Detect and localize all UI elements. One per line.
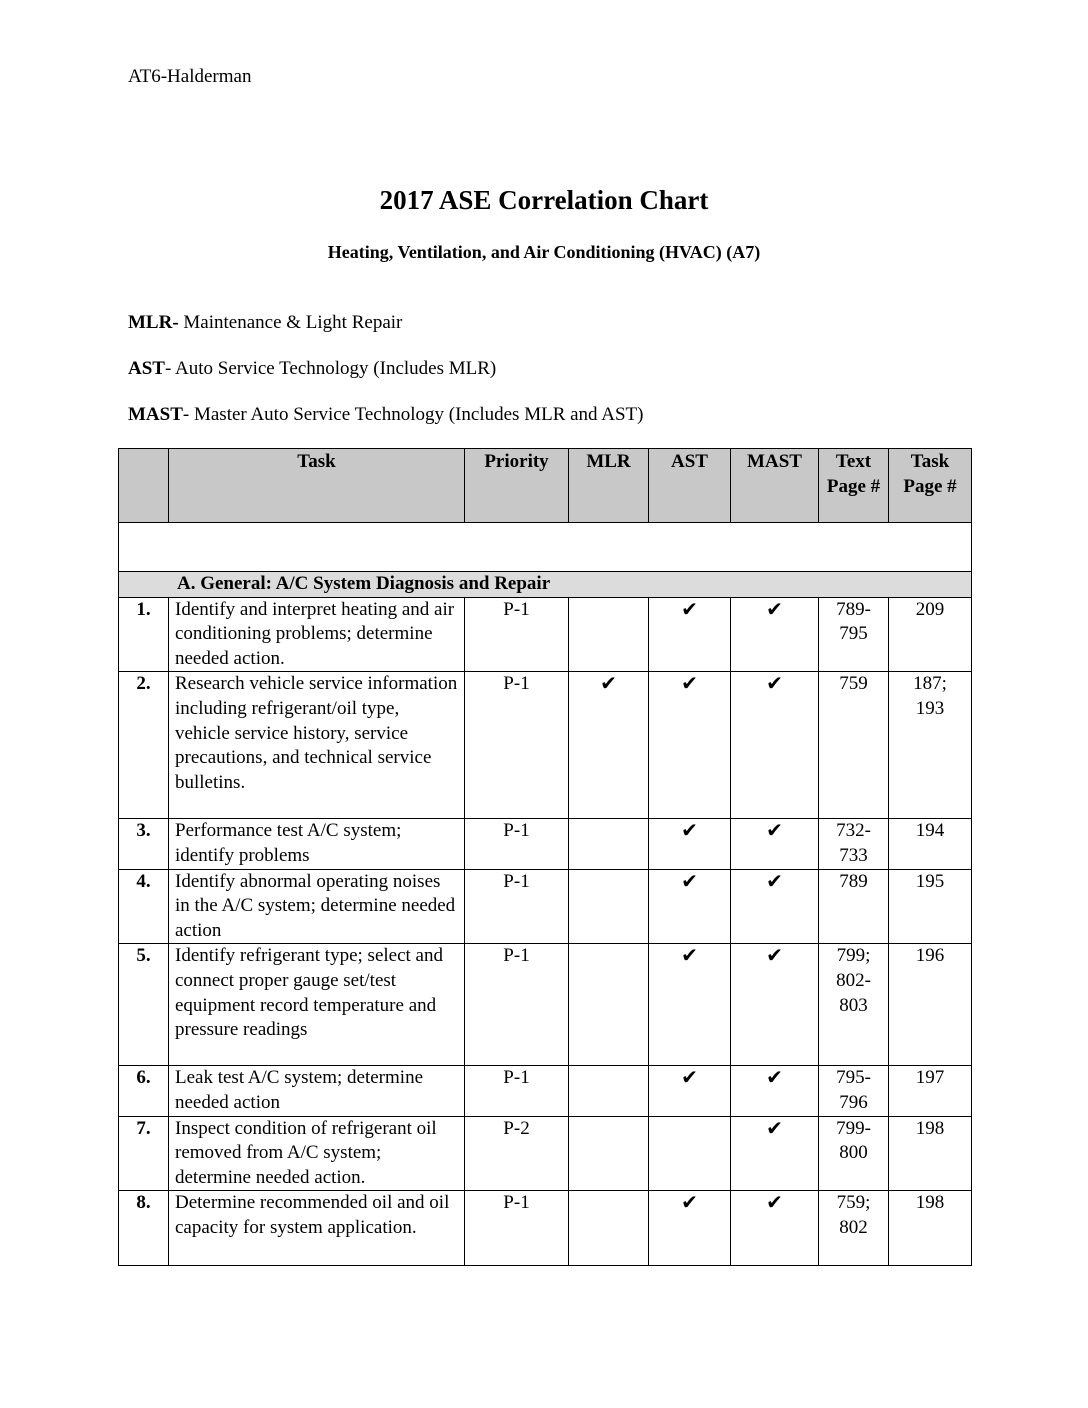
task-number: 4. — [119, 869, 169, 944]
legend-ast — [128, 358, 496, 380]
table-row — [119, 1191, 972, 1266]
document-subtitle: Heating, Ventilation, and Air Conditioning (HVAC) (A7) — [327, 242, 761, 262]
mast-check: ✔ — [731, 1116, 819, 1191]
task-number: 7. — [119, 1116, 169, 1191]
mlr-check — [569, 819, 649, 869]
task-description: Identify and interpret heating and air conditioning problems; determine needed action. — [169, 597, 465, 672]
task-number: 3. — [119, 819, 169, 869]
col-header-text-page: Text Page # — [819, 449, 889, 523]
ast-check: ✔ — [649, 819, 731, 869]
mast-check: ✔ — [731, 944, 819, 1066]
task-number: 5. — [119, 944, 169, 1066]
table-row — [119, 819, 972, 869]
mast-check: ✔ — [731, 1066, 819, 1116]
mast-check: ✔ — [731, 1191, 819, 1266]
col-header-ast: AST — [649, 449, 731, 523]
priority-cell: P-2 — [465, 1116, 569, 1191]
task-description: Inspect condition of refrigerant oil removed from A/C system; determine needed action. — [169, 1116, 465, 1191]
section-title: A. General: A/C System Diagnosis and Repair — [119, 572, 972, 598]
ast-check: ✔ — [649, 672, 731, 819]
col-header-task: Task — [169, 449, 465, 523]
col-header-number — [119, 449, 169, 523]
task-number: 1. — [119, 597, 169, 672]
table-row — [119, 869, 972, 944]
task-description: Research vehicle service information including refrigerant/oil type, vehicle service history, service precautions, and technical service bulletins. — [169, 672, 465, 819]
priority-cell: P-1 — [465, 869, 569, 944]
mast-check: ✔ — [731, 672, 819, 819]
priority-cell: P-1 — [465, 1191, 569, 1266]
text-page-cell: 759 — [819, 672, 889, 819]
task-number: 8. — [119, 1191, 169, 1266]
table-row — [119, 672, 972, 819]
task-page-cell: 187; 193 — [889, 672, 972, 819]
ast-check: ✔ — [649, 597, 731, 672]
table-row — [119, 944, 972, 1066]
col-header-task-page: Task Page # — [889, 449, 972, 523]
mast-check: ✔ — [731, 597, 819, 672]
task-page-cell: 194 — [889, 819, 972, 869]
col-header-mast: MAST — [731, 449, 819, 523]
mlr-check: ✔ — [569, 672, 649, 819]
text-page-cell: 759; 802 — [819, 1191, 889, 1266]
legend-text: - Auto Service Technology (Includes MLR) — [164, 358, 497, 379]
priority-cell: P-1 — [465, 597, 569, 672]
task-page-cell: 198 — [889, 1191, 972, 1266]
priority-cell: P-1 — [465, 1066, 569, 1116]
legend-text: - Master Auto Service Technology (Includes MLR and AST) — [182, 404, 644, 425]
priority-cell: P-1 — [465, 944, 569, 1066]
task-description: Performance test A/C system; identify problems — [169, 819, 465, 869]
legend-mast — [128, 404, 643, 426]
legend-abbr: MLR- — [128, 312, 179, 333]
mlr-check — [569, 1116, 649, 1191]
text-page-cell: 732-733 — [819, 819, 889, 869]
ast-check: ✔ — [649, 944, 731, 1066]
table-row — [119, 597, 972, 672]
text-page-cell: 799-800 — [819, 1116, 889, 1191]
mlr-check — [569, 944, 649, 1066]
task-number: 2. — [119, 672, 169, 819]
priority-cell: P-1 — [465, 672, 569, 819]
text-page-cell: 789-795 — [819, 597, 889, 672]
priority-cell: P-1 — [465, 819, 569, 869]
text-page-cell: 799; 802-803 — [819, 944, 889, 1066]
legend-mlr — [128, 312, 402, 334]
blank-row — [119, 523, 972, 572]
task-page-cell: 196 — [889, 944, 972, 1066]
correlation-table — [118, 448, 972, 1266]
task-description: Identify refrigerant type; select and connect proper gauge set/test equipment record temperature and pressure readings — [169, 944, 465, 1066]
col-header-mlr: MLR — [569, 449, 649, 523]
text-page-cell: 795-796 — [819, 1066, 889, 1116]
mlr-check — [569, 597, 649, 672]
task-description: Identify abnormal operating noises in the A/C system; determine needed action — [169, 869, 465, 944]
table-row — [119, 1066, 972, 1116]
ast-check: ✔ — [649, 1191, 731, 1266]
mlr-check — [569, 1066, 649, 1116]
task-page-cell: 197 — [889, 1066, 972, 1116]
legend-abbr: AST — [128, 358, 165, 379]
task-page-cell: 195 — [889, 869, 972, 944]
mlr-check — [569, 1191, 649, 1266]
task-page-cell: 209 — [889, 597, 972, 672]
legend-text: Maintenance & Light Repair — [178, 312, 403, 333]
table-header-row — [119, 449, 972, 523]
col-header-priority: Priority — [465, 449, 569, 523]
task-description: Leak test A/C system; determine needed action — [169, 1066, 465, 1116]
document-title: 2017 ASE Correlation Chart — [379, 185, 709, 215]
task-page-cell: 198 — [889, 1116, 972, 1191]
mlr-check — [569, 869, 649, 944]
blank-cell — [119, 523, 972, 572]
legend-abbr: MAST — [128, 404, 183, 425]
ast-check — [649, 1116, 731, 1191]
ast-check: ✔ — [649, 869, 731, 944]
section-row — [119, 572, 972, 598]
page-header: AT6-Halderman — [128, 66, 252, 87]
table-row — [119, 1116, 972, 1191]
ast-check: ✔ — [649, 1066, 731, 1116]
mast-check: ✔ — [731, 869, 819, 944]
text-page-cell: 789 — [819, 869, 889, 944]
task-description: Determine recommended oil and oil capacity for system application. — [169, 1191, 465, 1266]
task-number: 6. — [119, 1066, 169, 1116]
mast-check: ✔ — [731, 819, 819, 869]
